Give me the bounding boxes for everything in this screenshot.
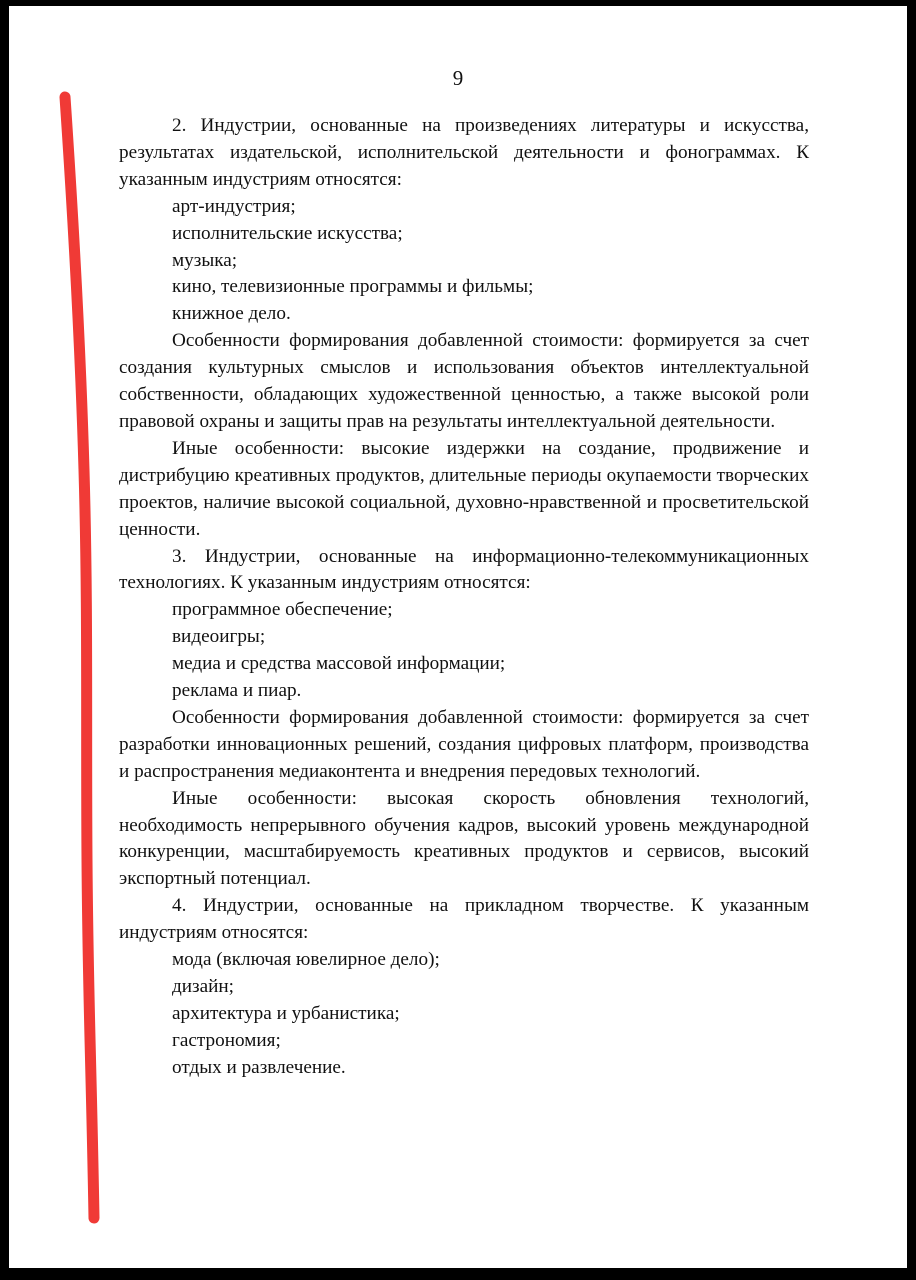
- paragraph: Иные особенности: высокая скорость обновления технологий, необходимость непрерывного обучения кадров, высокий уровень международной конкуренции, масштабируемость креативных продуктов и сервисов, высокий экспортный потенциал.: [119, 787, 809, 890]
- list-item: реклама и пиар.: [172, 680, 302, 702]
- page-number: 9: [452, 66, 464, 90]
- paragraph: 2. Индустрии, основанные на произведениях литературы и искусства, результатах издательской, исполнительской деятельности и фонограммах. К указанным индустриям относятся:: [119, 115, 809, 190]
- list-item: дизайн;: [172, 976, 234, 997]
- list-item: отдых и развлечение.: [172, 1056, 346, 1078]
- paragraph: Особенности формирования добавленной стоимости: формируется за счет создания культурных смыслов и использования объектов интеллектуальной собственности, обладающих художественной ценностью, а также высокой роли правовой охраны и защиты прав на результаты интеллектуальной деятельности.: [119, 330, 809, 432]
- list-item: мода (включая ювелирное дело);: [172, 949, 440, 971]
- list-item: арт-индустрия;: [172, 195, 296, 217]
- page-content: [119, 113, 809, 1082]
- paragraph: 4. Индустрии, основанные на прикладном творчестве. К указанным индустриям относятся:: [119, 895, 809, 944]
- list-item: музыка;: [172, 249, 238, 271]
- list-item: книжное дело.: [172, 303, 291, 325]
- list-item: медиа и средства массовой информации;: [172, 653, 506, 675]
- list-item: программное обеспечение;: [172, 599, 393, 621]
- paragraph: Особенности формирования добавленной стоимости: формируется за счет разработки инновационных решений, создания цифровых платформ, производства и распространения медиаконтента и внедрения передовых технологий.: [119, 706, 809, 782]
- paragraph: 3. Индустрии, основанные на информационно-телекоммуникационных технологиях. К указанным индустриям относятся:: [119, 545, 809, 594]
- list-item: гастрономия;: [172, 1029, 281, 1051]
- list-item: исполнительские искусства;: [172, 222, 403, 244]
- paragraph: Иные особенности: высокие издержки на создание, продвижение и дистрибуцию креативных продуктов, длительные периоды окупаемости творческих проектов, наличие высокой социальной, духовно-нравственной и просветительской ценности.: [119, 437, 809, 540]
- document-page: [9, 6, 907, 1268]
- list-item: архитектура и урбанистика;: [172, 1002, 400, 1024]
- list-item: кино, телевизионные программы и фильмы;: [172, 276, 534, 298]
- list-item: видеоигры;: [172, 626, 266, 648]
